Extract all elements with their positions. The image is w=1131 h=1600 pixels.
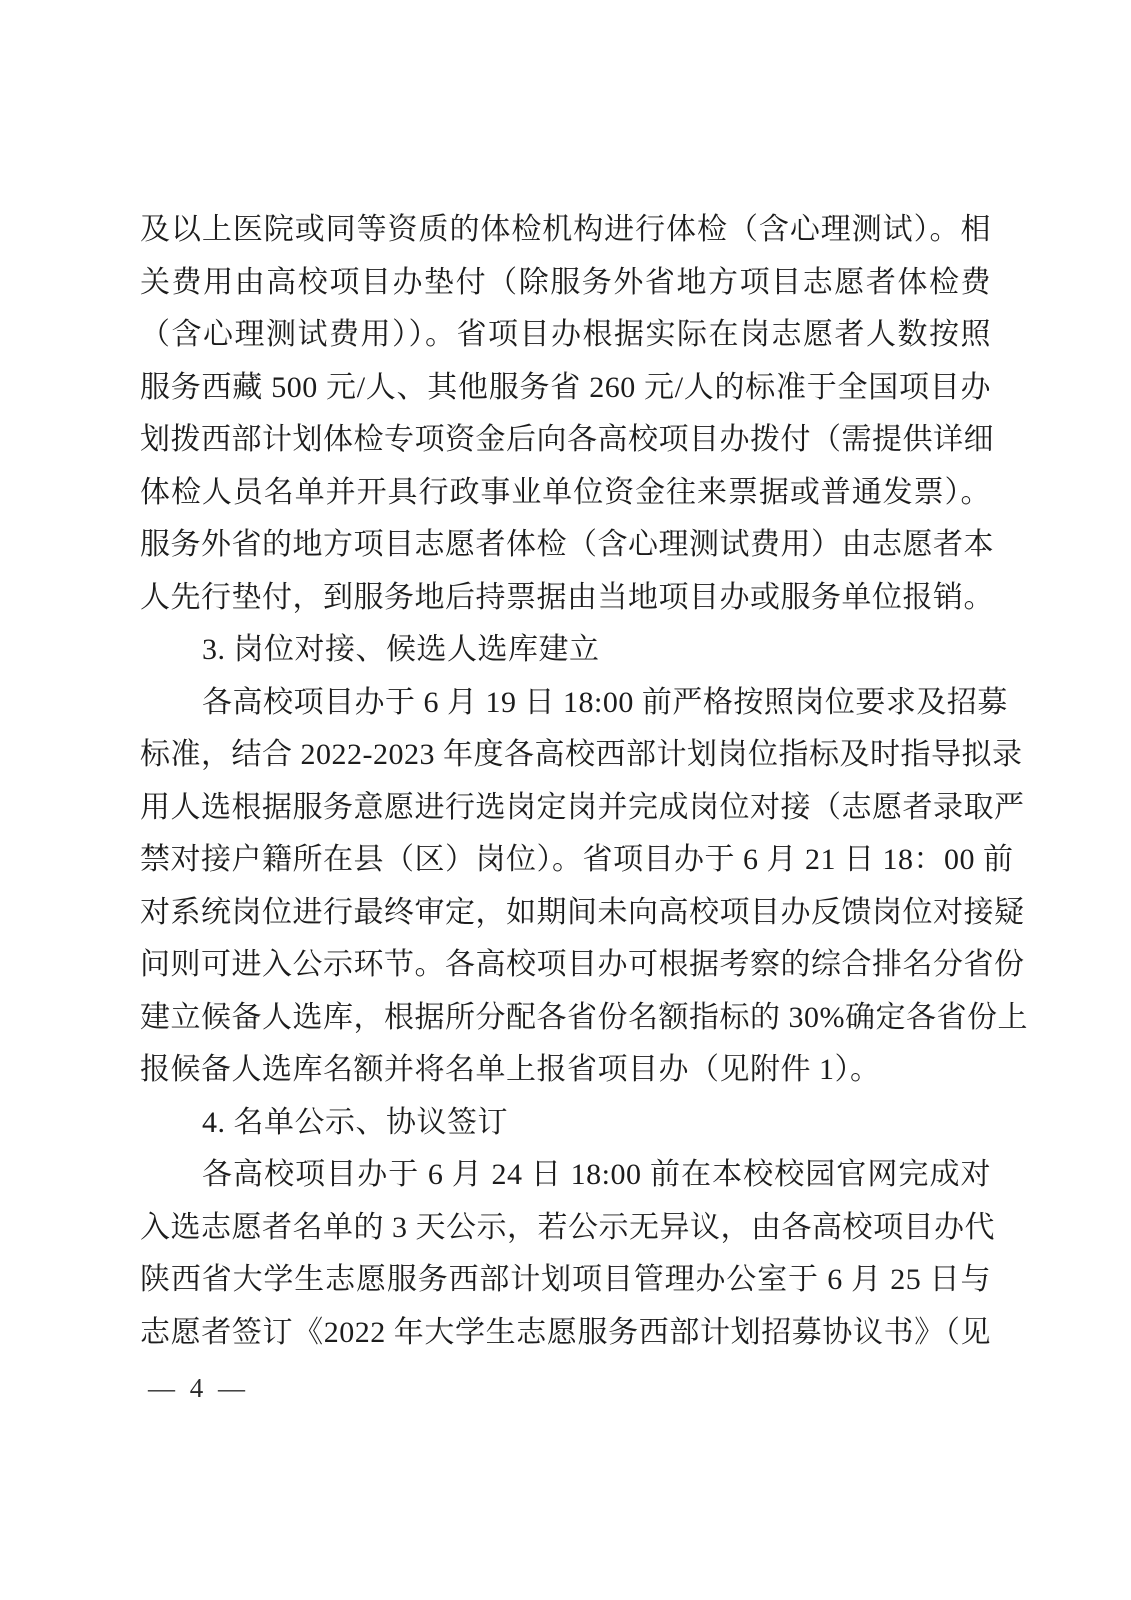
body-line: 志愿者签订《2022 年大学生志愿服务西部计划招募协议书》（见 <box>140 1315 991 1349</box>
paragraph-end-line: 报候备人选库名额并将名单上报省项目办（见附件 1）。 <box>140 1053 881 1086</box>
body-line: 服务外省的地方项目志愿者体检（含心理测试费用）由志愿者本 <box>140 528 994 561</box>
body-line: 禁对接户籍所在县（区）岗位）。省项目办于 6 月 21 日 18：00 前 <box>140 843 1014 876</box>
body-line: 问则可进入公示环节。各高校项目办可根据考察的综合排名分省份 <box>140 948 1025 981</box>
page-number: — 4 — <box>148 1373 249 1403</box>
section-heading-4: 4. 名单公示、协议签订 <box>202 1105 508 1139</box>
body-line: 划拨西部计划体检专项资金后向各高校项目办拨付（需提供详细 <box>140 423 994 456</box>
body-line: 建立候备人选库，根据所分配各省份名额指标的 30%确定各省份上 <box>140 1000 1028 1034</box>
body-line: 入选志愿者名单的 3 天公示，若公示无异议，由各高校项目办代 <box>140 1210 995 1244</box>
body-line: （含心理测试费用））。省项目办根据实际在岗志愿者人数按照 <box>140 318 991 351</box>
body-line: 标准，结合 2022-2023 年度各高校西部计划岗位指标及时指导拟录 <box>140 738 1023 771</box>
body-line: 用人选根据服务意愿进行选岗定岗并完成岗位对接（志愿者录取严 <box>140 790 1025 824</box>
section-heading-3: 3. 岗位对接、候选人选库建立 <box>202 633 600 666</box>
body-line: 关费用由高校项目办垫付（除服务外省地方项目志愿者体检费 <box>140 265 991 299</box>
body-line: 服务西藏 500 元/人、其他服务省 260 元/人的标准于全国项目办 <box>140 370 991 404</box>
body-line: 体检人员名单并开具行政事业单位资金往来票据或普通发票）。 <box>140 475 991 509</box>
body-line: 及以上医院或同等资质的体检机构进行体检（含心理测试）。相 <box>140 213 991 246</box>
body-line: 对系统岗位进行最终审定，如期间未向高校项目办反馈岗位对接疑 <box>140 895 1025 929</box>
paragraph-start-line: 各高校项目办于 6 月 24 日 18:00 前在本校校园官网完成对 <box>202 1158 991 1191</box>
paragraph-start-line: 各高校项目办于 6 月 19 日 18:00 前严格按照岗位要求及招募 <box>202 685 1008 719</box>
body-line: 陕西省大学生志愿服务西部计划项目管理办公室于 6 月 25 日与 <box>140 1263 991 1296</box>
document-body <box>140 204 1028 1359</box>
body-line: 人先行垫付，到服务地后持票据由当地项目办或服务单位报销。 <box>140 580 994 614</box>
